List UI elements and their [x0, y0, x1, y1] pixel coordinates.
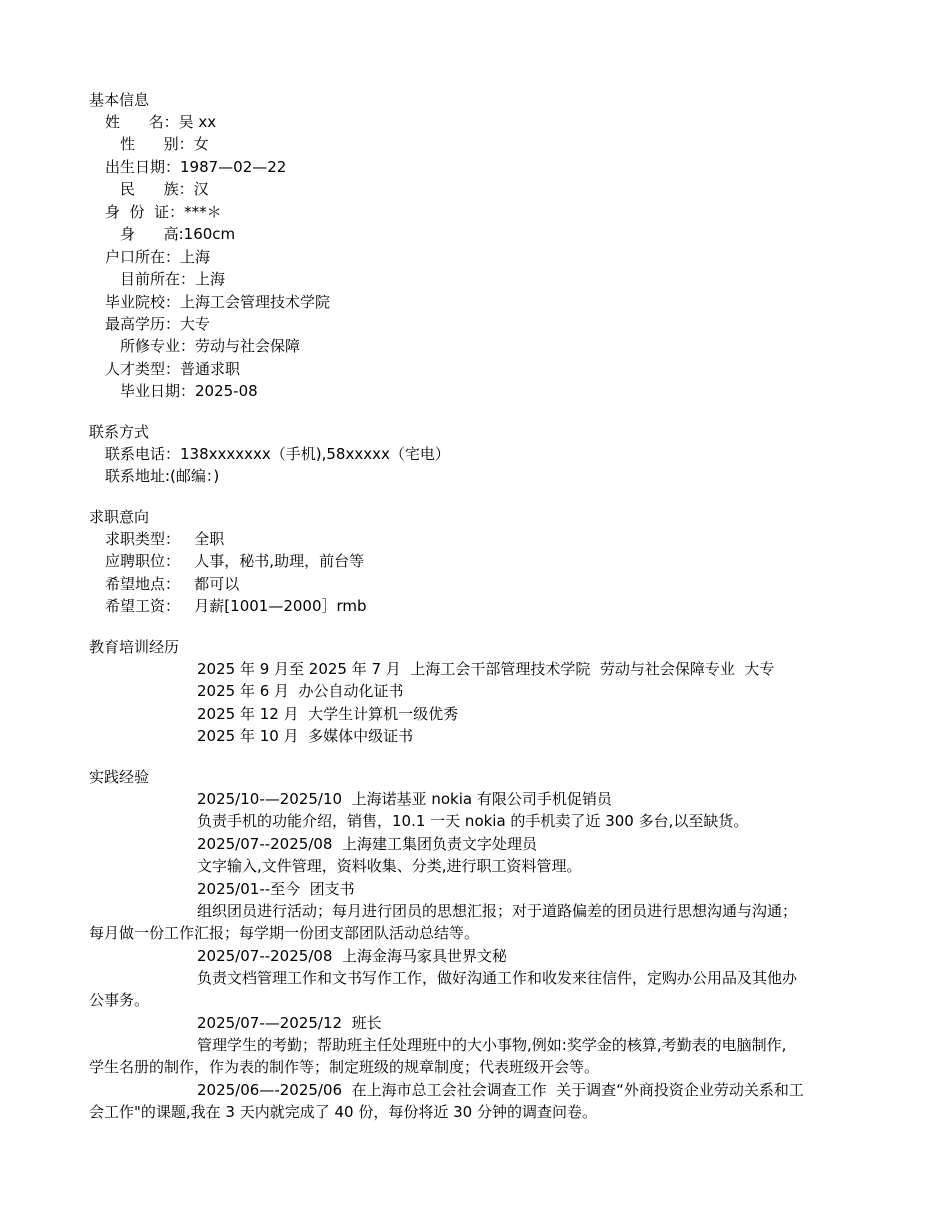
talent-type-field: 人才类型：普通求职 [105, 360, 241, 378]
ethnicity-field: 民 族：汉 [120, 180, 209, 198]
practice-entry-desc: 文字输入,文件管理，资料收集、分类,进行职工资料管理。 [197, 857, 582, 875]
practice-heading: 实践经验 [89, 768, 150, 786]
current-location-field: 目前所在：上海 [120, 270, 226, 288]
practice-entry-desc: 公事务。 [89, 991, 150, 1009]
id-card-field: 身 份 证：***＊ [105, 203, 222, 221]
height-field: 身 高:160cm [120, 225, 236, 243]
education-training-heading: 教育培训经历 [89, 638, 180, 656]
practice-entry-title: 2025/07-—2025/12 班长 [197, 1014, 382, 1032]
job-location-field: 希望地点： 都可以 [105, 575, 240, 593]
education-item: 2025 年 10 月 多媒体中级证书 [197, 727, 414, 745]
practice-entry-title: 2025/07--2025/08 上海建工集团负责文字处理员 [197, 835, 537, 853]
name-field: 姓 名：吴 xx [105, 113, 217, 131]
practice-entry-desc: 负责文档管理工作和文书写作工作，做好沟通工作和收发来往信件，定购办公用品及其他办 [197, 969, 798, 987]
birth-date-field: 出生日期：1987—02—22 [105, 158, 287, 176]
practice-entry-desc: 管理学生的考勤；帮助班主任处理班中的大小事物,例如:奖学金的核算,考勤表的电脑制作, [197, 1036, 787, 1054]
phone-field: 联系电话：138xxxxxxx（手机),58xxxxx（宅电） [105, 445, 450, 463]
salary-field: 希望工资： 月薪[1001—2000］rmb [105, 597, 367, 615]
practice-entry-title: 2025/07--2025/08 上海金海马家具世界文秘 [197, 947, 507, 965]
hukou-field: 户口所在：上海 [105, 248, 211, 266]
education-field: 最高学历：大专 [105, 315, 211, 333]
basic-info-heading: 基本信息 [89, 91, 150, 109]
gender-field: 性 别：女 [120, 135, 209, 153]
contact-heading: 联系方式 [89, 423, 150, 441]
practice-entry-desc: 每月做一份工作汇报；每学期一份团支部团队活动总结等。 [89, 924, 480, 942]
education-item: 2025 年 12 月 大学生计算机一级优秀 [197, 705, 459, 723]
practice-entry-title: 2025/01--至今 团支书 [197, 880, 355, 898]
education-item: 2025 年 6 月 办公自动化证书 [197, 682, 404, 700]
education-item: 2025 年 9 月至 2025 年 7 月 上海工会干部管理技术学院 劳动与社会保障专业 大专 [197, 660, 775, 678]
practice-entry-desc: 会工作"的课题,我在 3 天内就完成了 40 份，每份将近 30 分钟的调查问卷。 [89, 1103, 597, 1121]
major-field: 所修专业：劳动与社会保障 [120, 337, 301, 355]
job-position-field: 应聘职位： 人事，秘书,助理，前台等 [105, 552, 365, 570]
address-field: 联系地址:(邮编：) [105, 467, 220, 485]
job-intent-heading: 求职意向 [89, 508, 150, 526]
school-field: 毕业院校：上海工会管理技术学院 [105, 293, 331, 311]
practice-entry-title: 2025/10-—2025/10 上海诺基亚 nokia 有限公司手机促销员 [197, 790, 612, 808]
graduation-date-field: 毕业日期：2025-08 [120, 382, 258, 400]
practice-entry-title: 2025/06—-2025/06 在上海市总工会社会调查工作 关于调查“外商投资企业劳动关系和工 [197, 1081, 804, 1099]
job-type-field: 求职类型： 全职 [105, 530, 225, 548]
practice-entry-desc: 组织团员进行活动；每月进行团员的思想汇报；对于道路偏差的团员进行思想沟通与沟通； [197, 902, 798, 920]
practice-entry-desc: 负责手机的功能介绍，销售，10.1 一天 nokia 的手机卖了近 300 多台,以至缺货。 [197, 812, 749, 830]
practice-entry-desc: 学生名册的制作，作为表的制作等；制定班级的规章制度；代表班级开会等。 [89, 1058, 600, 1076]
